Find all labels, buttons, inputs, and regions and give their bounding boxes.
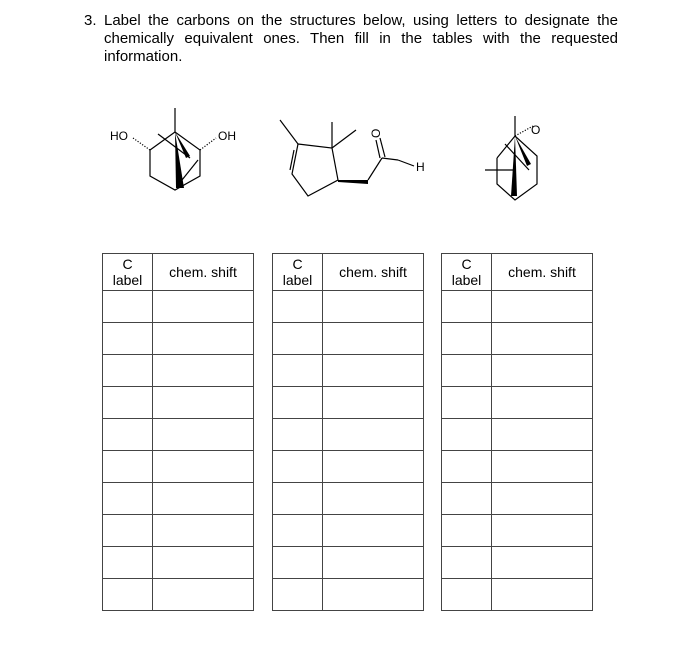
chem-shift-cell[interactable]	[153, 451, 254, 483]
table-row	[442, 419, 593, 451]
structure-3-oxygen-label: O	[531, 123, 541, 137]
structure-1	[100, 100, 260, 205]
c-label-cell[interactable]	[103, 579, 153, 611]
question-text: Label the carbons on the structures below, using letters to designate the chemically equivalent ones. Then fill in the tables with the requested information.	[104, 12, 618, 65]
c-label-cell[interactable]	[442, 291, 492, 323]
table-row	[442, 515, 593, 547]
chem-shift-cell[interactable]	[153, 547, 254, 579]
chem-shift-cell[interactable]	[153, 323, 254, 355]
c-label-cell[interactable]	[273, 291, 323, 323]
c-label-cell[interactable]	[442, 547, 492, 579]
chem-shift-cell[interactable]	[153, 387, 254, 419]
c-label-cell[interactable]	[103, 515, 153, 547]
c-label-cell[interactable]	[273, 419, 323, 451]
table-row	[442, 451, 593, 483]
table-1	[102, 253, 254, 611]
table-row	[442, 355, 593, 387]
table-row	[442, 387, 593, 419]
header-chem-shift: chem. shift	[492, 254, 593, 291]
chem-shift-cell[interactable]	[323, 355, 424, 387]
chem-shift-cell[interactable]	[492, 451, 593, 483]
table-row	[273, 579, 424, 611]
c-label-cell[interactable]	[442, 323, 492, 355]
structure-2-oxygen-label: O	[369, 128, 383, 138]
header-chem-shift: chem. shift	[323, 254, 424, 291]
table-row	[273, 483, 424, 515]
c-label-cell[interactable]	[442, 387, 492, 419]
table-row	[103, 419, 254, 451]
chem-shift-cell[interactable]	[492, 579, 593, 611]
chem-shift-cell[interactable]	[153, 419, 254, 451]
table-row	[273, 419, 424, 451]
table-2	[272, 253, 424, 611]
c-label-cell[interactable]	[103, 483, 153, 515]
chem-shift-cell[interactable]	[153, 579, 254, 611]
chem-shift-cell[interactable]	[153, 515, 254, 547]
structure-2	[270, 108, 440, 208]
chem-shift-cell[interactable]	[492, 483, 593, 515]
chem-shift-cell[interactable]	[492, 387, 593, 419]
table-row	[442, 291, 593, 323]
chem-shift-cell[interactable]	[323, 419, 424, 451]
chem-shift-cell[interactable]	[323, 291, 424, 323]
chem-shift-cell[interactable]	[323, 579, 424, 611]
header-c-label: C label	[442, 254, 492, 291]
chem-shift-cell[interactable]	[492, 547, 593, 579]
table-row	[442, 579, 593, 611]
chem-shift-cell[interactable]	[323, 547, 424, 579]
structure-3	[475, 108, 565, 208]
c-label-cell[interactable]	[442, 515, 492, 547]
c-label-cell[interactable]	[103, 291, 153, 323]
table-3	[441, 253, 593, 611]
c-label-cell[interactable]	[273, 515, 323, 547]
c-label-cell[interactable]	[442, 355, 492, 387]
chem-shift-cell[interactable]	[153, 355, 254, 387]
chem-shift-cell[interactable]	[492, 355, 593, 387]
table-row	[442, 323, 593, 355]
table-row	[273, 323, 424, 355]
c-label-cell[interactable]	[442, 419, 492, 451]
c-label-cell[interactable]	[273, 483, 323, 515]
structure-1-ho-label: HO	[110, 129, 128, 143]
table-row	[273, 387, 424, 419]
table-row	[103, 483, 254, 515]
question-block	[84, 12, 618, 66]
c-label-cell[interactable]	[103, 323, 153, 355]
chem-shift-cell[interactable]	[323, 451, 424, 483]
table-row	[103, 515, 254, 547]
c-label-cell[interactable]	[103, 547, 153, 579]
chem-shift-cell[interactable]	[492, 291, 593, 323]
question-number: 3.	[84, 12, 97, 29]
structure-1-oh-label: OH	[218, 129, 236, 143]
table-row	[103, 323, 254, 355]
c-label-cell[interactable]	[442, 483, 492, 515]
table-row	[273, 355, 424, 387]
table-row	[273, 515, 424, 547]
chem-shift-cell[interactable]	[492, 419, 593, 451]
c-label-cell[interactable]	[103, 355, 153, 387]
c-label-cell[interactable]	[442, 579, 492, 611]
chem-shift-cell[interactable]	[492, 323, 593, 355]
table-row	[273, 547, 424, 579]
c-label-cell[interactable]	[103, 419, 153, 451]
table-row	[103, 579, 254, 611]
table-row	[103, 547, 254, 579]
chem-shift-cell[interactable]	[323, 483, 424, 515]
chem-shift-cell[interactable]	[153, 483, 254, 515]
table-row	[442, 547, 593, 579]
table-row	[273, 451, 424, 483]
c-label-cell[interactable]	[273, 451, 323, 483]
c-label-cell[interactable]	[103, 387, 153, 419]
c-label-cell[interactable]	[273, 355, 323, 387]
chem-shift-cell[interactable]	[492, 515, 593, 547]
header-c-label: C label	[103, 254, 153, 291]
chem-shift-cell[interactable]	[153, 291, 254, 323]
header-chem-shift: chem. shift	[153, 254, 254, 291]
structure-2-hydrogen-label: H	[416, 160, 425, 174]
c-label-cell[interactable]	[273, 579, 323, 611]
table-row	[103, 451, 254, 483]
table-row	[103, 387, 254, 419]
c-label-cell[interactable]	[273, 323, 323, 355]
chem-shift-cell[interactable]	[323, 323, 424, 355]
c-label-cell[interactable]	[273, 547, 323, 579]
table-row	[103, 355, 254, 387]
chem-shift-cell[interactable]	[323, 387, 424, 419]
c-label-cell[interactable]	[103, 451, 153, 483]
table-row	[103, 291, 254, 323]
table-row	[273, 291, 424, 323]
c-label-cell[interactable]	[273, 387, 323, 419]
table-row	[442, 483, 593, 515]
c-label-cell[interactable]	[442, 451, 492, 483]
header-c-label: C label	[273, 254, 323, 291]
chem-shift-cell[interactable]	[323, 515, 424, 547]
